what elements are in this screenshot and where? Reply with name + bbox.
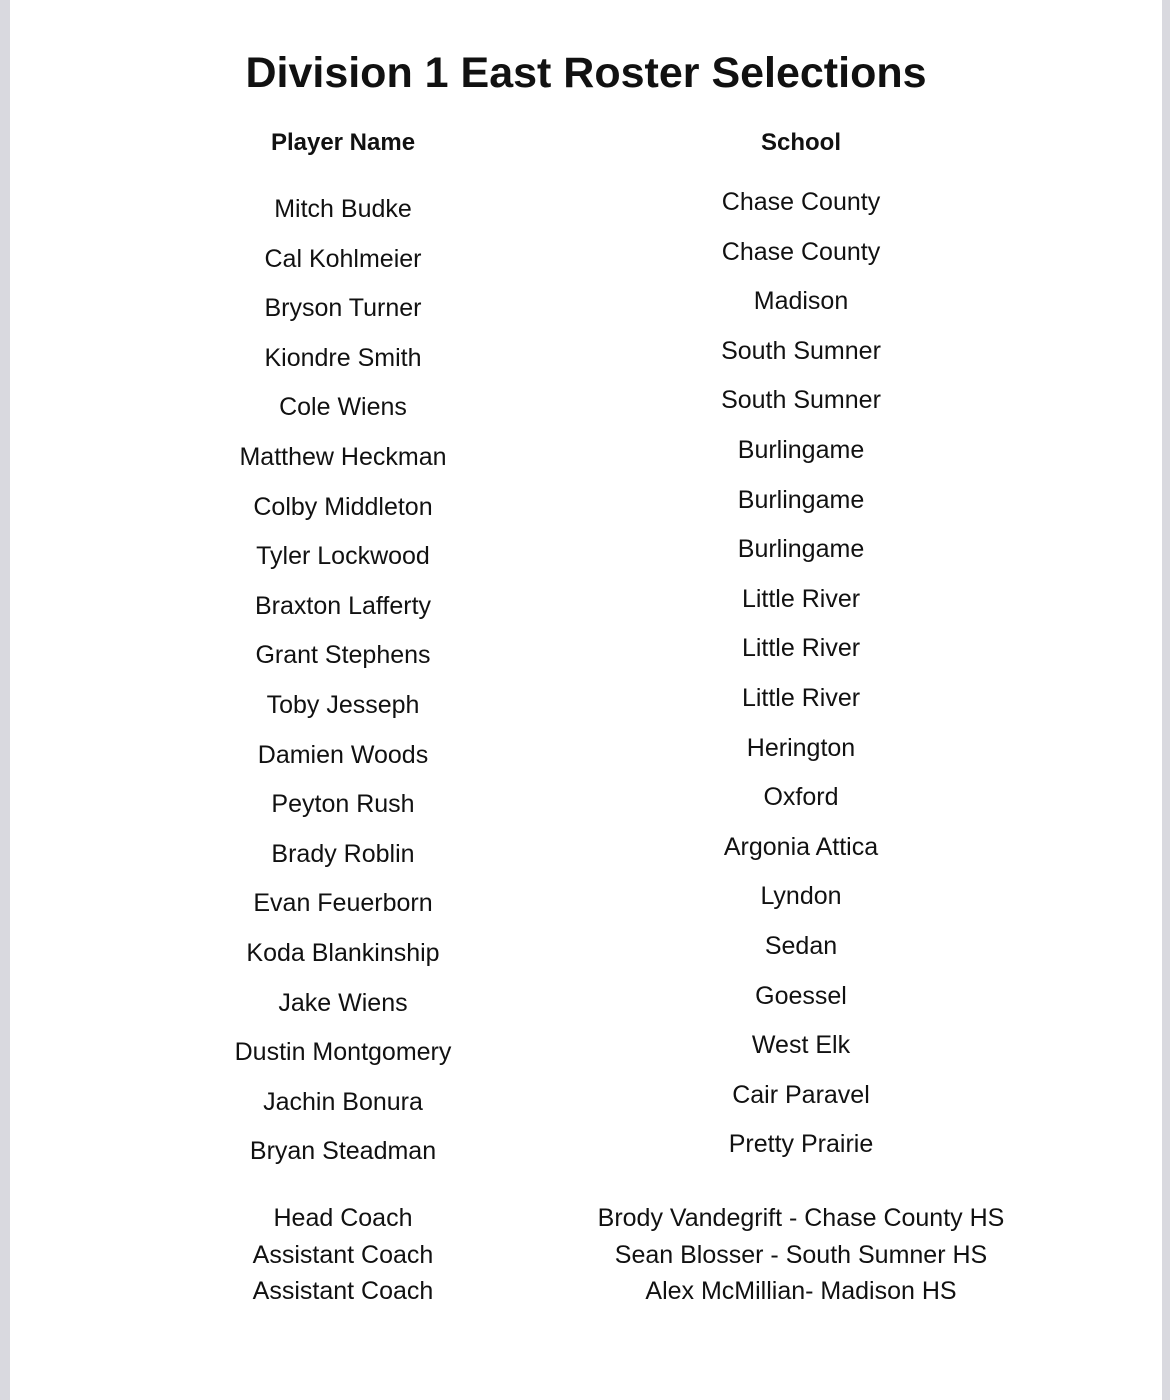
- player-name: Tyler Lockwood: [256, 542, 430, 571]
- player-name-header: Player Name: [270, 129, 416, 156]
- player-name: Cole Wiens: [279, 393, 407, 422]
- school-name: South Sumner: [721, 336, 881, 365]
- school-header: School: [760, 129, 841, 156]
- school-name: Oxford: [763, 783, 839, 812]
- school-name: Sedan: [764, 931, 838, 960]
- page-title: Division 1 East Roster Selections: [245, 49, 927, 97]
- school-name: Little River: [741, 634, 861, 663]
- player-name: Bryan Steadman: [249, 1137, 437, 1166]
- player-name: Jachin Bonura: [263, 1087, 423, 1116]
- player-name: Kiondre Smith: [264, 343, 422, 372]
- player-name: Peyton Rush: [271, 790, 415, 819]
- coach-role: Head Coach: [273, 1204, 413, 1232]
- player-name: Matthew Heckman: [239, 442, 447, 471]
- coach-name-list: [531, 1203, 1071, 1313]
- player-name: Bryson Turner: [264, 294, 422, 323]
- player-list: [123, 194, 563, 1186]
- coach-role-list: [123, 1203, 563, 1313]
- player-name: Dustin Montgomery: [234, 1038, 452, 1067]
- school-name: Herington: [746, 733, 856, 762]
- school-name: Little River: [741, 584, 861, 613]
- school-name: South Sumner: [721, 386, 881, 415]
- player-name: Evan Feuerborn: [253, 889, 433, 918]
- school-name: Cair Paravel: [732, 1080, 870, 1109]
- player-name: Cal Kohlmeier: [264, 244, 422, 273]
- player-name: Grant Stephens: [255, 641, 431, 670]
- school-name: Lyndon: [760, 882, 842, 911]
- coach-name: Sean Blosser - South Sumner HS: [614, 1240, 988, 1269]
- player-name: Mitch Budke: [274, 195, 412, 223]
- player-name: Damien Woods: [257, 740, 429, 769]
- coach-role: Assistant Coach: [252, 1240, 434, 1269]
- school-name: Pretty Prairie: [728, 1130, 874, 1159]
- school-name: Chase County: [721, 237, 881, 266]
- school-name: Chase County: [721, 188, 881, 216]
- school-name: Burlingame: [737, 435, 865, 464]
- school-name: Burlingame: [737, 535, 865, 564]
- school-name: Little River: [741, 683, 861, 712]
- player-name: Toby Jesseph: [266, 690, 420, 719]
- document-page: [10, 0, 1162, 1400]
- player-name: Braxton Lafferty: [254, 591, 432, 620]
- school-name: Burlingame: [737, 485, 865, 514]
- coach-role: Assistant Coach: [252, 1277, 434, 1305]
- school-name: Argonia Attica: [723, 832, 879, 861]
- player-name: Colby Middleton: [253, 492, 433, 521]
- player-name: Jake Wiens: [278, 988, 408, 1017]
- coach-name: Alex McMillian- Madison HS: [645, 1277, 957, 1305]
- player-name: Brady Roblin: [271, 839, 415, 868]
- coach-name: Brody Vandegrift - Chase County HS: [597, 1204, 1005, 1232]
- school-list: [581, 187, 1021, 1179]
- player-name: Koda Blankinship: [246, 938, 440, 967]
- school-name: West Elk: [751, 1031, 851, 1060]
- school-name: Goessel: [755, 981, 847, 1010]
- school-name: Madison: [753, 287, 849, 316]
